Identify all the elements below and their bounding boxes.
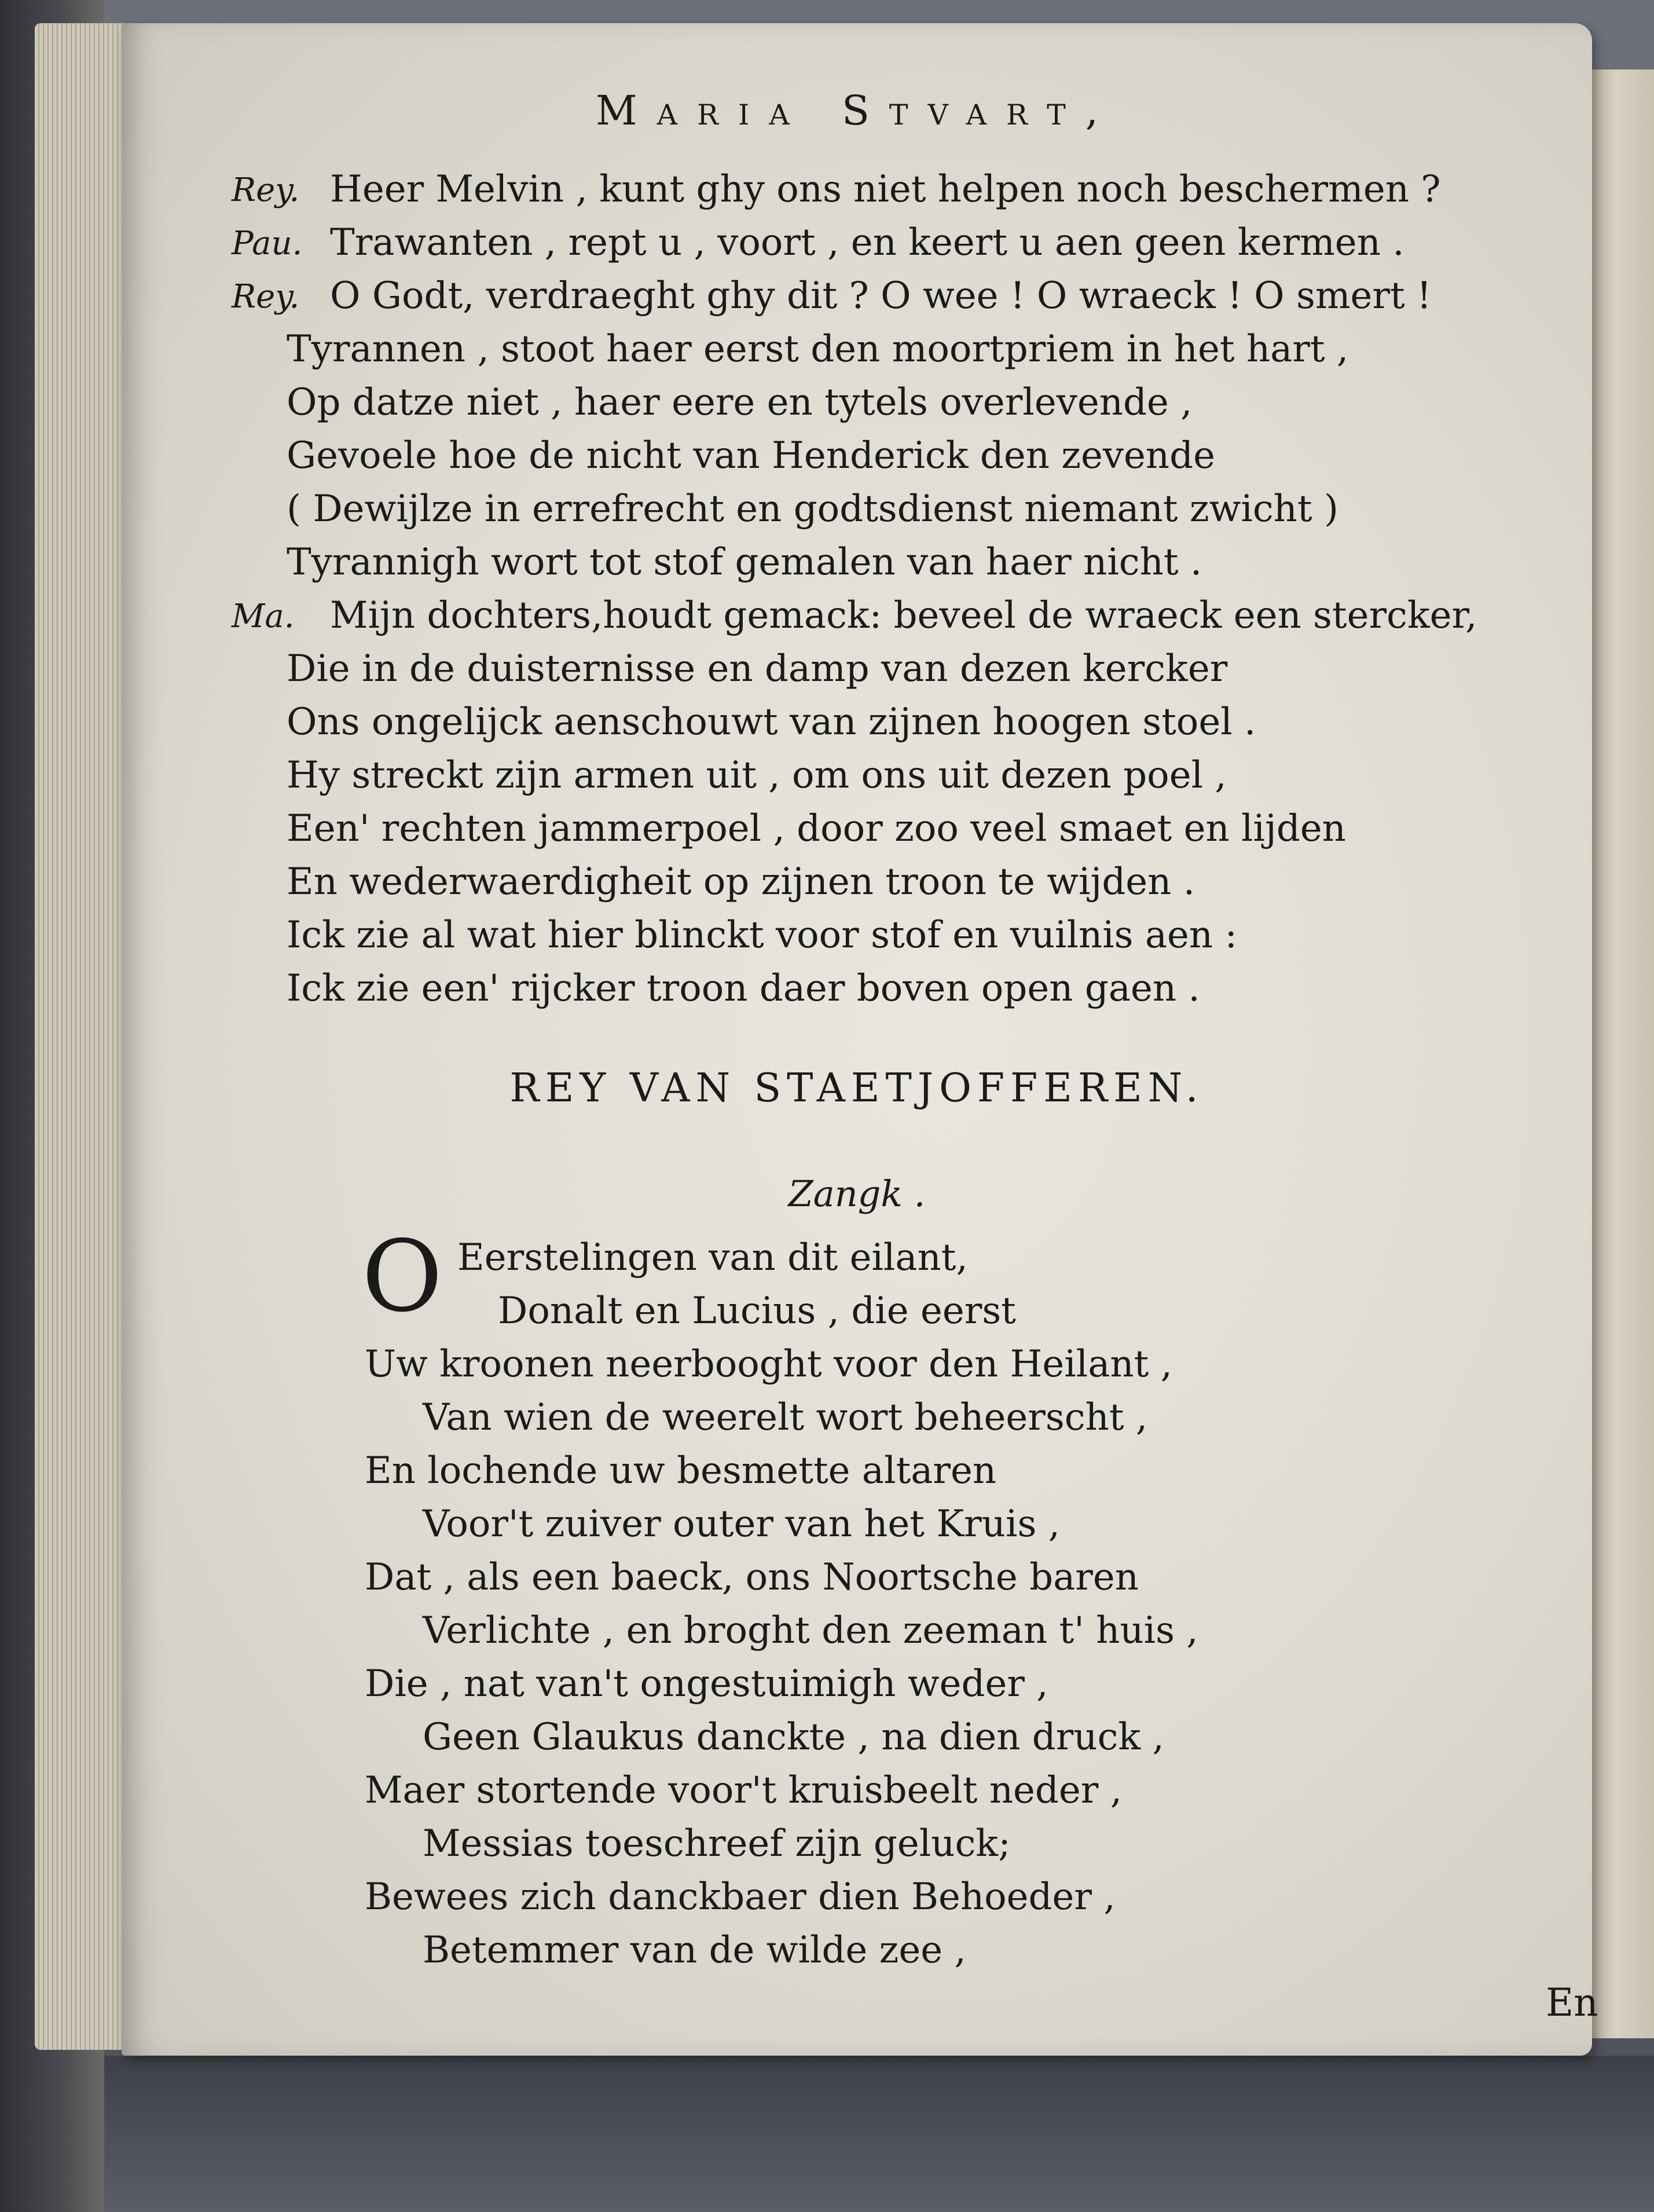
- verse-line: Trawanten , rept u , voort , en keert u aen geen kermen .: [330, 221, 1404, 264]
- verse-line: O Godt, verdraeght ghy dit ? O wee ! O wraeck ! O smert !: [330, 274, 1432, 317]
- table-surface: [104, 2056, 1654, 2212]
- verse-line: Ick zie al wat hier blinckt voor stof en vuilnis aen :: [287, 914, 1237, 957]
- speaker-label: Rey.: [232, 278, 300, 316]
- book-page: [122, 23, 1598, 2056]
- song-line: En lochende uw besmette altaren: [365, 1449, 997, 1492]
- song-line: Bewees zich danckbaer dien Behoeder ,: [365, 1876, 1116, 1918]
- verse-line: Tyrannigh wort tot stof gemalen van haer nicht .: [287, 541, 1202, 584]
- verse-line: En wederwaerdigheit op zijnen troon te wijden .: [287, 860, 1195, 903]
- section-title: REY VAN STAETJOFFEREN.: [509, 1065, 1204, 1111]
- verse-line: Heer Melvin , kunt ghy ons niet helpen noch beschermen ?: [330, 168, 1441, 211]
- song-line: Dat , als een baeck, ons Noortsche baren: [365, 1556, 1139, 1599]
- facing-page-edge: [1592, 69, 1654, 2038]
- song-line: Verlichte , en broght den zeeman t' huis ,: [423, 1609, 1198, 1652]
- song-line: Van wien de weerelt wort beheerscht ,: [423, 1396, 1148, 1439]
- song-line: Betemmer van de wilde zee ,: [423, 1929, 966, 1972]
- verse-line: Een' rechten jammerpoel , door zoo veel smaet en lijden: [287, 807, 1346, 850]
- verse-line: Gevoele hoe de nicht van Henderick den zevende: [287, 434, 1215, 477]
- song-line: Eerstelingen van dit eilant,: [457, 1236, 968, 1279]
- verse-line: ( Dewijlze in errefrecht en godtsdienst niemant zwicht ): [287, 488, 1338, 530]
- verse-line: Die in de duisternisse en damp van dezen kercker: [287, 647, 1228, 690]
- section-subtitle: Zangk .: [788, 1173, 926, 1215]
- song-line: Donalt en Lucius , die eerst: [498, 1290, 1016, 1332]
- verse-line: Ons ongelijck aenschouwt van zijnen hoogen stoel .: [287, 701, 1256, 744]
- song-line: Die , nat van't ongestuimigh weder ,: [365, 1662, 1048, 1705]
- verse-line: Tyrannen , stoot haer eerst den moortpriem in het hart ,: [287, 328, 1349, 371]
- song-line: Uw kroonen neerbooght voor den Heilant ,: [365, 1343, 1172, 1386]
- speaker-label: Rey.: [232, 171, 300, 209]
- speaker-label: Ma.: [232, 598, 295, 635]
- speaker-label: Pau.: [232, 225, 303, 262]
- song-line: Maer stortende voor't kruisbeelt neder ,: [365, 1769, 1123, 1812]
- verse-line: Hy streckt zijn armen uit , om ons uit dezen poel ,: [287, 754, 1227, 797]
- running-header: Maria Stvart,: [596, 87, 1118, 134]
- verse-line: Ick zie een' rijcker troon daer boven open gaen .: [287, 967, 1200, 1010]
- song-line: Voor't zuiver outer van het Kruis ,: [423, 1503, 1060, 1546]
- catchword: En: [1546, 1980, 1598, 2025]
- drop-capital: O: [362, 1219, 443, 1334]
- verse-line: Mijn dochters,houdt gemack: beveel de wraeck een stercker,: [330, 594, 1477, 637]
- song-line: Geen Glaukus danckte , na dien druck ,: [423, 1716, 1164, 1759]
- verse-line: Op datze niet , haer eere en tytels overlevende ,: [287, 381, 1193, 424]
- song-line: Messias toeschreef zijn geluck;: [423, 1822, 1011, 1865]
